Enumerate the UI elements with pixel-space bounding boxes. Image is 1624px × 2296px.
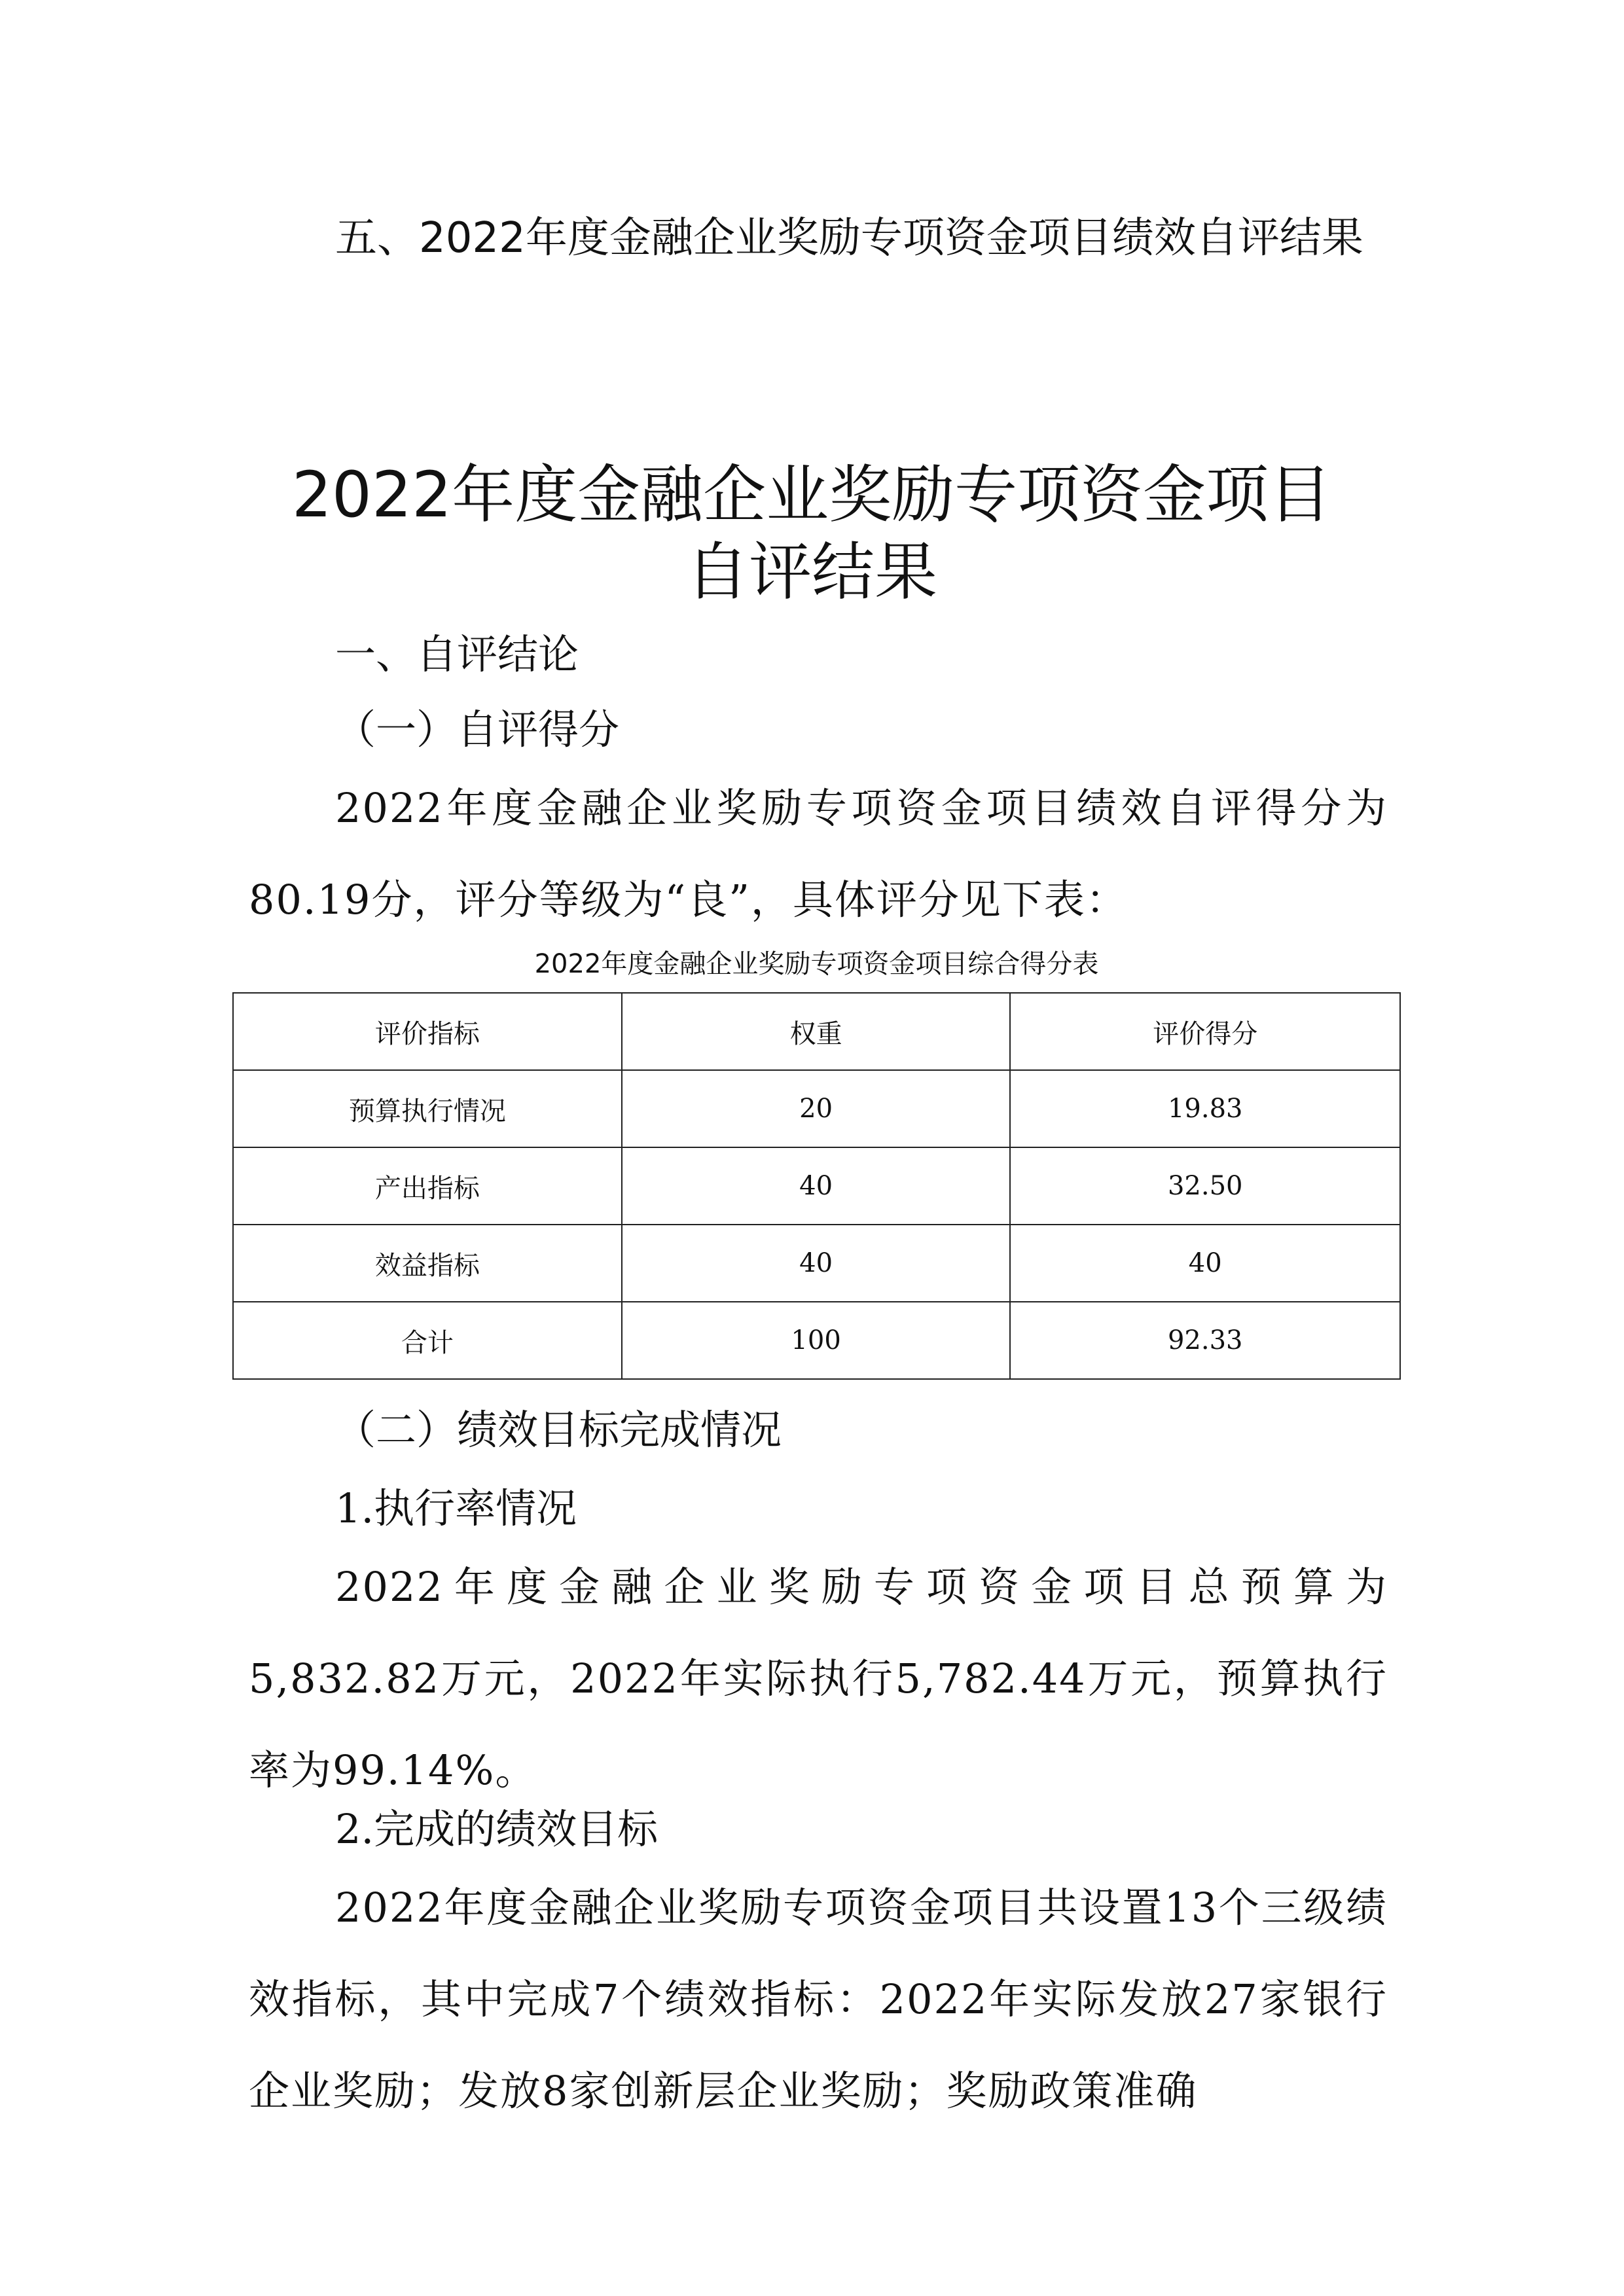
table-row xyxy=(233,1147,1400,1225)
table-row xyxy=(233,1225,1400,1302)
paragraph-score: 2022年度金融企业奖励专项资金项目绩效自评得分为80.19分，评分等级为“良”，具体评分见下表： xyxy=(249,784,1388,924)
table-cell: 产出指标 xyxy=(233,1147,622,1225)
header-score: 评价得分 xyxy=(1010,993,1400,1070)
score-table xyxy=(232,992,1401,1380)
heading-conclusion: 一、自评结论 xyxy=(335,630,579,678)
heading-self-score: （一）自评得分 xyxy=(335,706,620,753)
table-cell: 19.83 xyxy=(1010,1070,1400,1147)
table-caption: 2022年度金融企业奖励专项资金项目综合得分表 xyxy=(534,949,1099,979)
table-cell: 40 xyxy=(622,1147,1011,1225)
heading-completed-goals: 2.完成的绩效目标 xyxy=(335,1805,659,1853)
document-title-line-2: 自评结果 xyxy=(686,535,937,609)
table-row-total xyxy=(233,1302,1400,1379)
table-cell: 32.50 xyxy=(1010,1147,1400,1225)
table-cell: 20 xyxy=(622,1070,1011,1147)
table-cell: 40 xyxy=(622,1225,1011,1302)
header-indicator: 评价指标 xyxy=(233,993,622,1070)
document-title-line-1: 2022年度金融企业奖励专项资金项目 xyxy=(291,458,1332,531)
table-cell: 预算执行情况 xyxy=(233,1070,622,1147)
table-row xyxy=(233,1070,1400,1147)
table-cell: 92.33 xyxy=(1010,1302,1400,1379)
heading-goals: （二）绩效目标完成情况 xyxy=(335,1406,782,1454)
header-weight: 权重 xyxy=(622,993,1011,1070)
table-header-row xyxy=(233,993,1400,1070)
section-heading: 五、2022年度金融企业奖励专项资金项目绩效自评结果 xyxy=(335,214,1363,262)
table-cell: 40 xyxy=(1010,1225,1400,1302)
table-cell: 合计 xyxy=(233,1302,622,1379)
paragraph-completed: 2022年度金融企业奖励专项资金项目共设置13个三级绩效指标，其中完成7个绩效指标：2022年实际发放27家银行企业奖励；发放8家创新层企业奖励；奖励政策准确 xyxy=(249,1884,1388,2115)
paragraph-execution: 2022年度金融企业奖励专项资金项目总预算为5,832.82万元，2022年实际执行5,782.44万元，预算执行率为99.14%。 xyxy=(249,1563,1388,1794)
heading-execution-rate: 1.执行率情况 xyxy=(335,1484,577,1532)
table-cell: 效益指标 xyxy=(233,1225,622,1302)
table-cell: 100 xyxy=(622,1302,1011,1379)
